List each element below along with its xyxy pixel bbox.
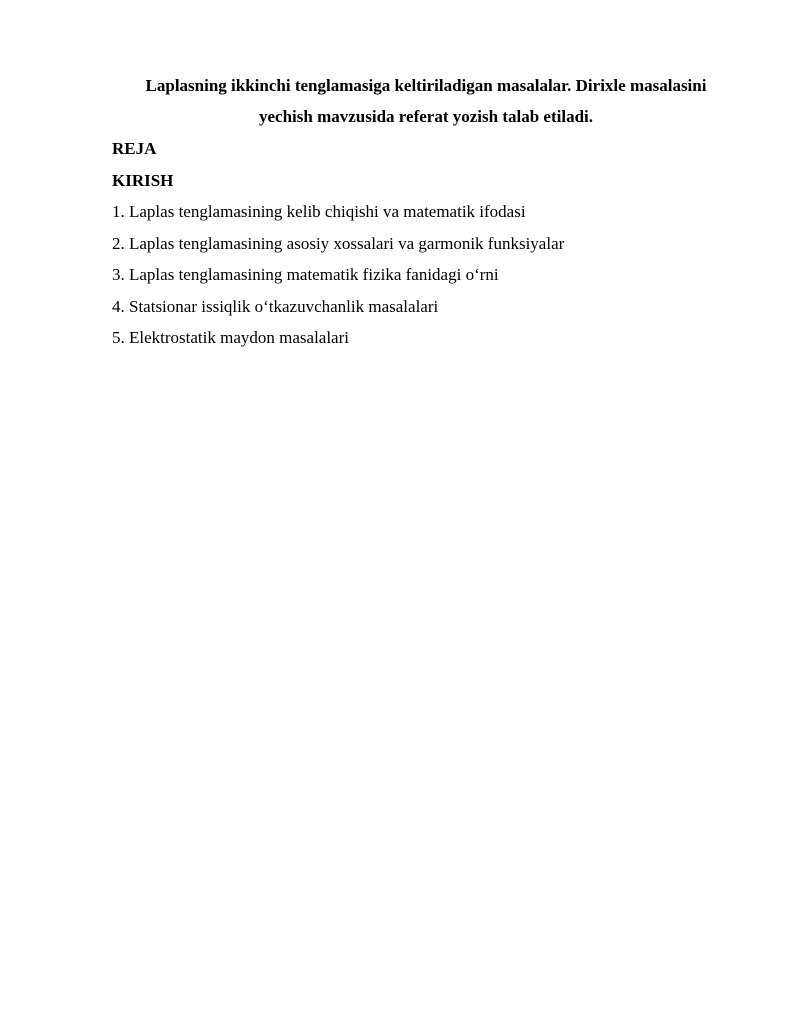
document-title	[112, 70, 732, 132]
title-line-1: Laplasning ikkinchi tenglamasiga keltiriladigan masalalar. Dirixle masalasini	[145, 76, 707, 95]
title-line-2: yechish mavzusida referat yozish talab etiladi.	[259, 107, 593, 126]
toc-item-1: 1. Laplas tenglamasining kelib chiqishi va matematik ifodasi	[112, 202, 526, 221]
plan-heading: REJA	[112, 139, 157, 158]
table-of-contents	[112, 196, 732, 354]
toc-item-3: 3. Laplas tenglamasining matematik fizika fanidagi o‘rni	[112, 265, 499, 284]
toc-item-5: 5. Elektrostatik maydon masalalari	[112, 328, 349, 347]
toc-item-2: 2. Laplas tenglamasining asosiy xossalari va garmonik funksiyalar	[112, 233, 565, 253]
intro-heading: KIRISH	[112, 171, 174, 190]
document-body	[112, 70, 732, 354]
toc-item-4: 4. Statsionar issiqlik o‘tkazuvchanlik masalalari	[112, 296, 439, 316]
